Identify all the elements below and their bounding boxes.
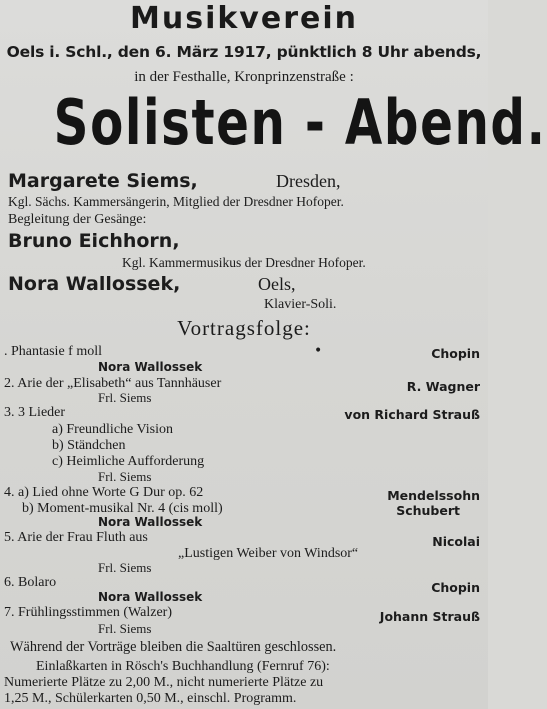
footer-tickets: Einlaßkarten in Rösch's Buchhandlung (Fernruf 76): — [36, 659, 330, 674]
footer-prices-2: 1,25 M., Schülerkarten 0,50 M., einschl. Programm. — [4, 691, 297, 706]
composer-3: von Richard Strauß — [344, 407, 480, 422]
performer-detail-siems: Kgl. Sächs. Kammersängerin, Mitglied der Dresdner Hofoper. — [8, 194, 344, 209]
event-title: Solisten - Abend. — [53, 86, 547, 159]
society-title: Musikverein — [130, 1, 358, 36]
performer-name-eichhorn: Bruno Eichhorn, — [8, 230, 180, 252]
program-item-6: 6. Bolaro — [4, 575, 57, 590]
program-item-5-title: „Lustigen Weiber von Windsor“ — [178, 546, 359, 561]
performer-name-wallossek: Nora Wallossek, — [8, 273, 181, 295]
program-item-7: 7. Frühlingsstimmen (Walzer) — [4, 605, 173, 620]
composer-1: Chopin — [431, 346, 480, 361]
performer-4: Nora Wallossek — [98, 515, 203, 529]
performer-5: Frl. Siems — [98, 560, 152, 575]
performer-2 — [98, 391, 151, 404]
program-item-4a: 4. a) Lied ohne Worte G Dur op. 62 — [4, 485, 204, 500]
composer-2: R. Wagner — [406, 379, 480, 394]
footer-notice: Während der Vorträge bleiben die Saaltüren geschlossen. — [10, 639, 337, 655]
performer-3: Frl. Siems — [98, 469, 152, 484]
composer-4b: Schubert — [396, 503, 460, 518]
performer-2-text: Frl. Siems — [98, 390, 152, 405]
program-bullet: • — [314, 343, 323, 359]
performer-name-siems: Margarete Siems, — [8, 170, 198, 192]
performer-6: Nora Wallossek — [98, 590, 203, 604]
composer-6: Chopin — [431, 580, 480, 595]
composer-4a: Mendelssohn — [387, 488, 480, 503]
program-item-2: 2. Arie der „Elisabeth“ aus Tannhäuser — [4, 376, 222, 391]
performer-detail-eichhorn: Kgl. Kammermusikus der Dresdner Hofoper. — [122, 255, 366, 270]
composer-7: Johann Strauß — [379, 609, 480, 624]
song-3c: c) Heimliche Aufforderung — [52, 454, 205, 469]
date-line: Oels i. Schl., den 6. März 1917, pünktlich 8 Uhr abends, — [6, 43, 482, 61]
venue-line: in der Festhalle, Kronprinzenstraße : — [134, 69, 354, 85]
footer-prices-1: Numerierte Plätze zu 2,00 M., nicht numerierte Plätze zu — [4, 675, 324, 690]
program-item-3: 3. 3 Lieder — [4, 405, 66, 420]
performer-7: Frl. Siems — [98, 621, 152, 636]
program-item-5: 5. Arie der Frau Fluth aus — [4, 530, 148, 545]
program-heading: Vortragsfolge: — [177, 316, 311, 340]
song-3a: a) Freundliche Vision — [52, 422, 173, 437]
performer-place-siems: Dresden, — [276, 171, 341, 191]
accompaniment-intro: Begleitung der Gesänge: — [8, 212, 147, 227]
composer-5: Nicolai — [432, 534, 480, 549]
program-item-1: . Phantasie f moll — [4, 344, 102, 359]
song-3b: b) Ständchen — [52, 438, 126, 453]
performer-detail-wallossek: Klavier-Soli. — [264, 297, 337, 312]
performer-1: Nora Wallossek — [98, 360, 203, 374]
performer-place-wallossek: Oels, — [258, 274, 296, 294]
program-item-4b: b) Moment-musikal Nr. 4 (cis moll) — [22, 501, 223, 516]
